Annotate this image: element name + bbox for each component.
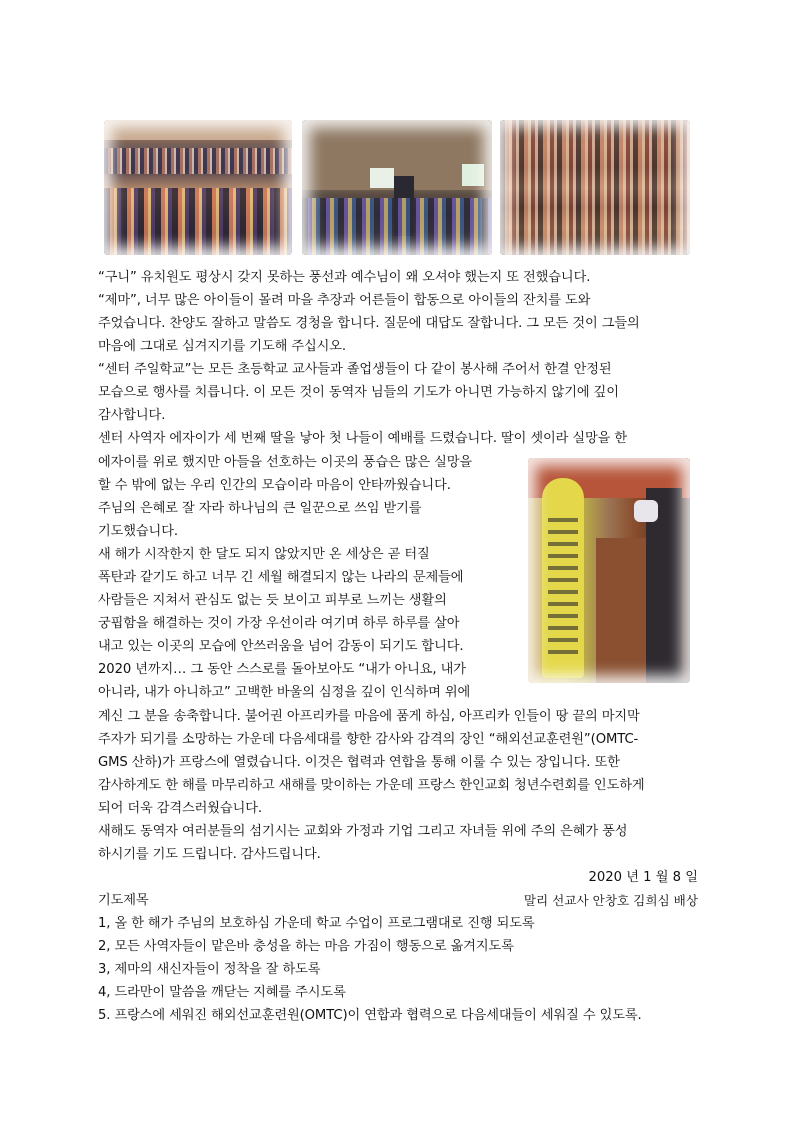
body-line: 되어 더욱 감격스러웠습니다.: [98, 801, 262, 816]
prayer-item: 2, 모든 사역자들이 맡은바 충성을 하는 마음 가짐이 행동으로 옮겨지도록: [98, 939, 514, 954]
body-line: 아니라, 내가 아니하고” 고백한 바울의 심정을 깊이 인식하며 위에: [98, 685, 471, 700]
body-line: “제마”, 너무 많은 아이들이 몰려 마을 추장과 어른들이 합동으로 아이들의 잔치를 도와: [98, 293, 591, 308]
crowd-of-children-photo: [500, 120, 690, 255]
prayer-title: 기도제목: [98, 893, 149, 908]
body-line: 사람들은 지쳐서 관심도 없는 듯 보이고 피부로 느끼는 생활의: [98, 593, 447, 608]
body-line: 할 수 밖에 없는 우리 인간의 모습이라 마음이 안타까웠습니다.: [98, 478, 451, 493]
dedication-service-photo: [528, 458, 690, 683]
body-line: 새해도 동역자 여러분들의 섬기시는 교회와 가정과 기업 그리고 자녀들 위에 주의 은혜가 풍성: [98, 824, 628, 839]
body-line: “센터 주일학교”는 모든 초등학교 교사들과 졸업생들이 다 같이 봉사해 주어서 한결 안정된: [98, 362, 612, 377]
body-line: 2020 년까지… 그 동안 스스로를 돌아보아도 “내가 아니요, 내가: [98, 662, 466, 677]
body-line: 감사하게도 한 해를 마무리하고 새해를 맞이하는 가운데 프랑스 한인교회 청년수련회를 인도하게: [98, 778, 645, 793]
body-line: 에자이를 위로 했지만 아들을 선호하는 이곳의 풍습은 많은 실망을: [98, 455, 472, 470]
signature: 말리 선교사 안창호 김희심 배상: [523, 893, 698, 908]
body-line: 계신 그 분을 송축합니다. 불어권 아프리카를 마음에 품게 하심, 아프리카 인들이 땅 끝의 마지막: [98, 709, 640, 724]
body-line: 기도했습니다.: [98, 524, 178, 539]
children-gathering-church-photo: [104, 120, 292, 255]
body-line: 폭탄과 같기도 하고 너무 긴 세월 해결되지 않는 나라의 문제들에: [98, 570, 464, 585]
body-line: 하시기를 기도 드립니다. 감사드립니다.: [98, 847, 321, 862]
body-line: 주님의 은혜로 잘 자라 하나님의 큰 일꾼으로 쓰임 받기를: [98, 501, 422, 516]
body-line: 주자가 되기를 소망하는 가운데 다음세대를 향한 감사와 감격의 장인 “해외선교훈련원”(OMTC-: [98, 732, 639, 747]
body-line: 주었습니다. 찬양도 잘하고 말씀도 경청을 합니다. 질문에 대답도 잘합니다. 그 모든 것이 그들의: [98, 316, 640, 331]
body-line: 감사합니다.: [98, 408, 166, 423]
body-line: 내고 있는 이곳의 모습에 안쓰러움을 넘어 감동이 되기도 합니다.: [98, 639, 464, 654]
body-line: 모습으로 행사를 치릅니다. 이 모든 것이 동역자 님들의 기도가 아니면 가능하지 않기에 깊이: [98, 385, 619, 400]
body-line: “구니” 유치원도 평상시 갖지 못하는 풍선과 예수님이 왜 오셔야 했는지 또 전했습니다.: [98, 270, 591, 285]
prayer-item: 4, 드라만이 말씀을 깨닫는 지혜를 주시도록: [98, 985, 346, 1000]
classroom-balloons-photo: [302, 120, 492, 255]
prayer-item: 3, 제마의 새신자들이 정착을 잘 하도록: [98, 962, 321, 977]
letter-date: 2020 년 1 월 8 일: [588, 870, 698, 885]
body-line: 마음에 그대로 심겨지기를 기도해 주십시오.: [98, 339, 346, 354]
body-line: 궁핍함을 해결하는 것이 가장 우선이라 여기며 하루 하루를 살아: [98, 616, 460, 631]
prayer-item: 1, 올 한 해가 주님의 보호하심 가운데 학교 수업이 프로그램대로 진행 되도록: [98, 916, 535, 931]
body-line: 센터 사역자 에자이가 세 번째 딸을 낳아 첫 나들이 예배를 드렸습니다. 딸이 셋이라 실망을 한: [98, 431, 628, 446]
body-line: 새 해가 시작한지 한 달도 되지 않았지만 온 세상은 곧 터질: [98, 547, 430, 562]
prayer-item: 5. 프랑스에 세워진 해외선교훈련원(OMTC)이 연합과 협력으로 다음세대들이 세워질 수 있도록.: [98, 1008, 642, 1023]
body-line: GMS 산하)가 프랑스에 열렸습니다. 이것은 협력과 연합을 통해 이룰 수 있는 장입니다. 또한: [98, 755, 620, 770]
